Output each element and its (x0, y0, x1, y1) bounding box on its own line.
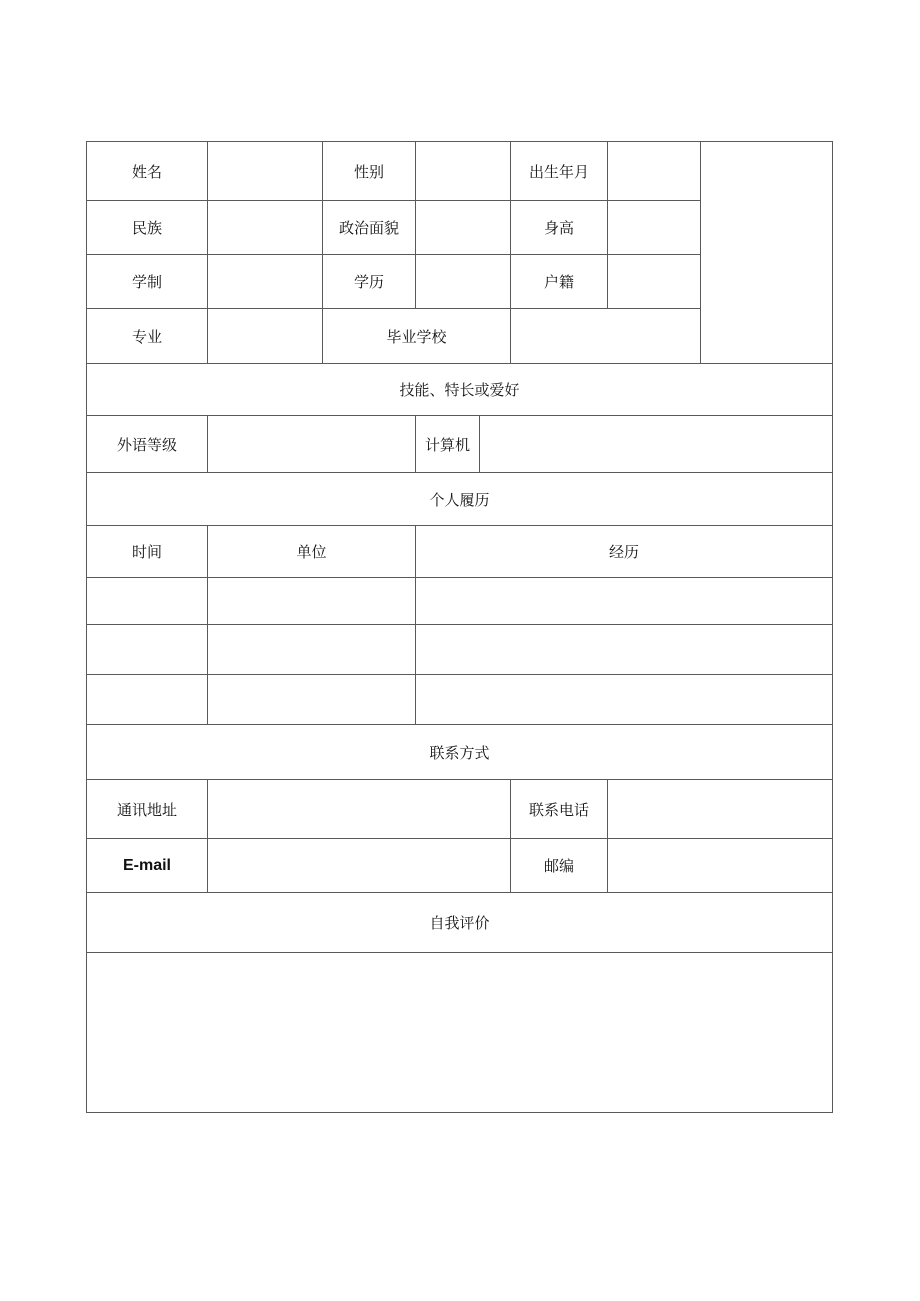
school-value[interactable] (511, 309, 701, 364)
resume-experience-cell[interactable] (416, 675, 833, 725)
contact-section-title: 联系方式 (87, 725, 833, 780)
resume-time-cell[interactable] (87, 625, 208, 675)
resume-column-time: 时间 (87, 526, 208, 578)
political-value[interactable] (416, 201, 511, 255)
computer-label: 计算机 (416, 416, 480, 473)
table-row (87, 578, 833, 625)
gender-value[interactable] (416, 142, 511, 201)
phone-label: 联系电话 (511, 780, 608, 839)
ethnicity-label: 民族 (87, 201, 208, 255)
birth-value[interactable] (608, 142, 701, 201)
gender-label: 性别 (323, 142, 416, 201)
self-evaluation-body[interactable] (87, 953, 833, 1113)
resume-experience-cell[interactable] (416, 625, 833, 675)
political-label: 政治面貌 (323, 201, 416, 255)
address-value[interactable] (208, 780, 511, 839)
resume-unit-cell[interactable] (208, 625, 416, 675)
email-value[interactable] (208, 839, 511, 893)
postcode-label: 邮编 (511, 839, 608, 893)
program-length-label: 学制 (87, 255, 208, 309)
address-label: 通讯地址 (87, 780, 208, 839)
name-value[interactable] (208, 142, 323, 201)
major-label: 专业 (87, 309, 208, 364)
postcode-value[interactable] (608, 839, 833, 893)
school-label: 毕业学校 (323, 309, 511, 364)
resume-experience-cell[interactable] (416, 578, 833, 625)
program-length-value[interactable] (208, 255, 323, 309)
table-row (87, 675, 833, 725)
resume-time-cell[interactable] (87, 578, 208, 625)
resume-unit-cell[interactable] (208, 578, 416, 625)
resume-time-cell[interactable] (87, 675, 208, 725)
resume-section-title: 个人履历 (87, 473, 833, 526)
phone-value[interactable] (608, 780, 833, 839)
height-label: 身高 (511, 201, 608, 255)
birth-label: 出生年月 (511, 142, 608, 201)
photo-area[interactable] (701, 142, 833, 364)
education-label: 学历 (323, 255, 416, 309)
self-evaluation-title: 自我评价 (87, 893, 833, 953)
height-value[interactable] (608, 201, 701, 255)
ethnicity-value[interactable] (208, 201, 323, 255)
language-value[interactable] (208, 416, 416, 473)
table-row (87, 625, 833, 675)
education-value[interactable] (416, 255, 511, 309)
household-value[interactable] (608, 255, 701, 309)
email-label: E-mail (87, 839, 208, 893)
resume-form-table (86, 141, 833, 1113)
resume-unit-cell[interactable] (208, 675, 416, 725)
major-value[interactable] (208, 309, 323, 364)
resume-column-experience: 经历 (416, 526, 833, 578)
computer-value[interactable] (480, 416, 833, 473)
household-label: 户籍 (511, 255, 608, 309)
skills-section-title: 技能、特长或爱好 (87, 364, 833, 416)
name-label: 姓名 (87, 142, 208, 201)
resume-column-unit: 单位 (208, 526, 416, 578)
language-label: 外语等级 (87, 416, 208, 473)
